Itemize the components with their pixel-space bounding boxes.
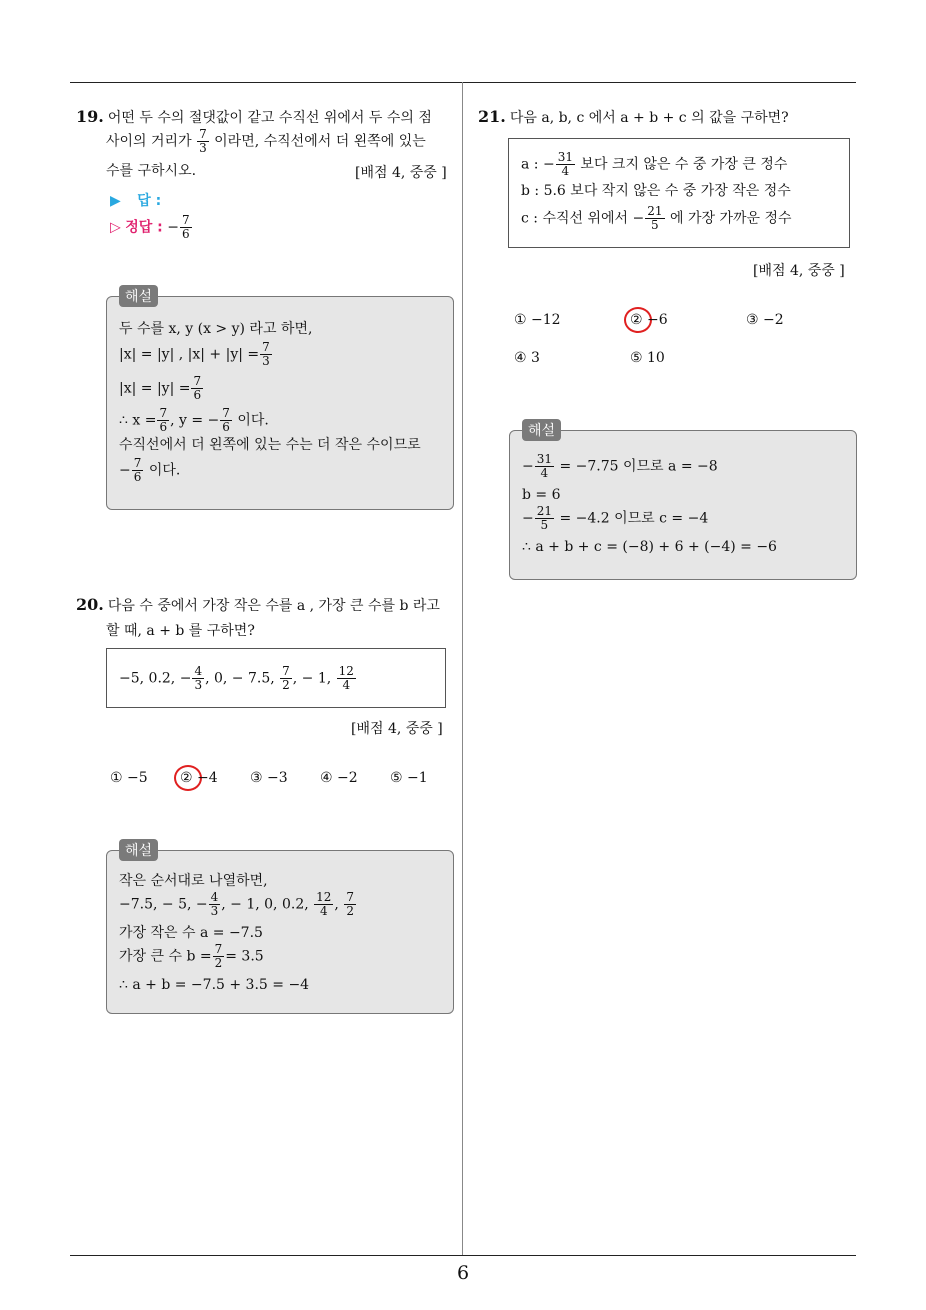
q20-choice-2[interactable]: ② −4 [180, 770, 218, 786]
bottom-rule [70, 1255, 856, 1256]
q19-line3: 수를 구하시오. [106, 163, 197, 179]
q20-number: 20. [76, 595, 104, 614]
outline-triangle-icon: ▷ [110, 219, 121, 236]
q20-choice-3[interactable]: ③ −3 [250, 770, 288, 786]
solution-tag: 해설 [119, 839, 158, 861]
q20-score: [배점 4, 중중 ] [351, 721, 443, 737]
q19-answer-row [110, 190, 161, 210]
q21-score: [배점 4, 중중 ] [753, 263, 845, 279]
fraction: $\frac{7}{3}$ [199, 127, 207, 155]
q20-line1: 20. 다음 수 중에서 가장 작은 수를 a , 가장 큰 수를 b 라고 [76, 595, 440, 614]
q19-number: 19. [76, 107, 104, 126]
q21-choice-1[interactable]: ① −12 [514, 312, 561, 328]
q21-choice-3[interactable]: ③ −2 [746, 312, 784, 328]
q21-choice-2[interactable]: ② −6 [630, 312, 668, 328]
q19-line1: 19. 어떤 두 수의 절댓값이 같고 수직선 위에서 두 수의 점 [76, 107, 432, 126]
q20-choice-4[interactable]: ④ −2 [320, 770, 358, 786]
q20-solution-box: 해설 작은 순서대로 나열하면, −7.5, − 5, − $\frac{4}{3}$ , − 1, 0, 0.2, $\frac{12}{4}$ , $\frac{7}{2}$ 가장 작은 수 a = −7.5 가장 큰 수 b = $\frac{7}{2}$ = 3.5 ∴ a + b = −7.5 + 3.5 = −4 [106, 850, 454, 1014]
top-rule [70, 82, 856, 83]
q19-line2: 사이의 거리가 $\frac{7}{3}$ 이라면, 수직선에서 더 왼쪽에 있는 [106, 127, 426, 155]
q20-line2: 할 때, a + b 를 구하면? [106, 623, 255, 639]
column-divider [462, 82, 463, 1255]
q21-line1: 21. 다음 a, b, c 에서 a + b + c 의 값을 구하면? [478, 107, 789, 126]
correct-label: 정답 : [125, 219, 163, 236]
q21-number: 21. [478, 107, 506, 126]
q21-choice-5[interactable]: ⑤ 10 [630, 350, 665, 366]
q19-correct-row: ▷ 정답 : − $\frac{7}{6}$ [110, 213, 190, 241]
q19-score: [배점 4, 중중 ] [355, 165, 447, 181]
q21-given-box: a : − $\frac{31}{4}$ 보다 크지 않은 수 중 가장 큰 정수 b : 5.6 보다 작지 않은 수 중 가장 작은 정수 c : 수직선 위에서 − $\frac{21}{5}$ 에 가장 가까운 정수 [508, 138, 850, 248]
q19-solution-box: 해설 두 수를 x, y (x > y) 라고 하면, |x| = |y| , |x| + |y| = $\frac{7}{3}$ |x| = |y| = $\frac{7}{6}$ ∴ x = $\frac{7}{6}$ , y = − $\frac{7}{6}$ 이다. 수직선에서 더 왼쪽에 있는 수는 더 작은 수이므로 − $\frac{7}{6}$ 이다. [106, 296, 454, 510]
q21-solution-box: 해설 − $\frac{31}{4}$ = −7.75 이므로 a = −8 b = 6 − $\frac{21}{5}$ = −4.2 이므로 c = −4 ∴ a + b + c = (−8) + 6 + (−4) = −6 [509, 430, 857, 580]
page-number: 6 [456, 1262, 470, 1284]
solution-tag: 해설 [119, 285, 158, 307]
solution-tag: 해설 [522, 419, 561, 441]
play-triangle-icon: ▶ [110, 193, 121, 209]
q21-choice-4[interactable]: ④ 3 [514, 350, 540, 366]
fraction: $\frac{7}{6}$ [181, 213, 190, 241]
q20-choice-1[interactable]: ① −5 [110, 770, 148, 786]
q20-given-box: −5, 0.2, − $\frac{4}{3}$ , 0, − 7.5, $\frac{7}{2}$ , − 1, $\frac{12}{4}$ [106, 648, 446, 708]
q20-choice-5[interactable]: ⑤ −1 [390, 770, 428, 786]
answer-label: 답 : [137, 193, 162, 209]
